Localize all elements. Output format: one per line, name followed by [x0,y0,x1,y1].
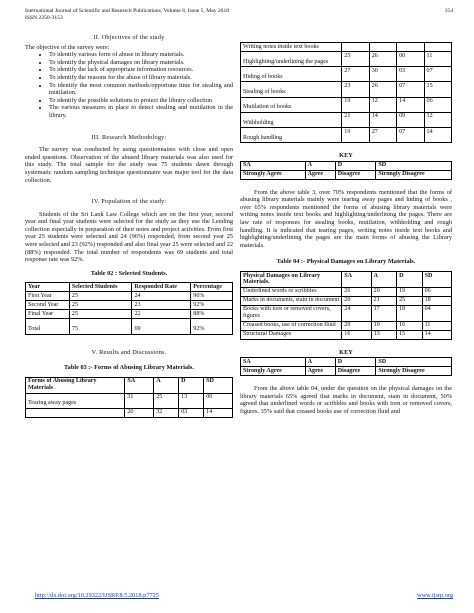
table-cell: 27 [369,127,396,142]
right-column [240,42,452,415]
table-header-cell: A [371,272,396,288]
table-cell: 12 [424,112,451,127]
table-row [241,305,452,321]
objective-item: • To identify the lack of appropriate information resources. [49,66,233,74]
table-cell: 15 [424,82,451,97]
issn: ISSN 2250-3153 [25,15,63,21]
methodology-text: The survey was conducted by using questionnaires with close and open ended questions. Observation of the abused library materials was also used for this study. The total sample for the study was 75 students dawn through systematic random sampling technique questionnaire was major tool for the data collection. [25,146,233,184]
table-header-cell: Year [26,283,70,292]
table-header-cell: Physical Damages on Library Materials. [241,272,342,288]
objective-item: • To identify the most common methods/opportune time for stealing and mutilation. [49,82,233,97]
key1-table [240,161,452,180]
discussion-paragraph-2: From the above table 04, under the question on the physical damages on the library materials 65% agreed that marks in document, stain in document, 50% agreed that underlined words or scribbles and books with torn or removed covers, figures. 35% said that creased books use of correction fluid and [240,385,452,415]
table-cell: 14 [204,408,233,417]
doi-link[interactable]: http://dx.doi.org/10.29322/IJSRP.8.5.2018.p7725 [35,592,159,599]
table-header-cell: SA [342,272,371,288]
table-row [26,319,233,334]
table-cell: Final Year [26,310,70,319]
table-row [241,43,452,52]
table-cell: 25 [69,292,132,301]
table-cell: 14 [422,330,451,339]
table-cell: 25 [69,301,132,310]
table-cell: 32 [154,408,179,417]
table-cell: Second Year [26,301,70,310]
table-cell: 27 [342,67,369,82]
table-row [241,287,452,296]
table-cell: 07 [424,67,451,82]
table-cell: Books with torn or removed covers, figures [241,305,342,321]
table-header-row [241,272,452,288]
objectives-list [25,51,233,119]
table-cell: 17 [371,305,396,321]
objective-item: • To identify the physical damages on library materials. [49,59,233,67]
table-cell: Agree [305,170,335,179]
table-header-cell: SD [376,161,452,170]
table-header-cell: SA [125,377,154,393]
table-cell: 11 [422,321,451,330]
table-row [241,82,452,97]
table-header-cell: Responded Rate [132,283,191,292]
table-cell: 20 [342,321,371,330]
table-cell: 12 [369,97,396,112]
table-header-row [26,283,233,292]
table-row [241,170,452,179]
table03-caption: Table 03 :- Forms of Abusing Library Materials. [64,364,194,372]
table-cell: 16 [342,330,371,339]
table-cell: Marks in documents, stain in document [241,296,342,305]
table-row [26,393,233,408]
page-number: 154 [444,8,453,14]
left-column [25,34,233,418]
site-link[interactable]: www.ijsrp.org [417,592,453,599]
key2-title: KEY [339,348,353,356]
table-cell: Stealing of books [241,82,342,97]
table-header-cell: A [305,358,335,367]
table-cell: Strongly Disagree [376,367,452,376]
table-cell: 26 [369,51,396,66]
table04 [240,271,452,340]
table-cell: 16 [397,321,422,330]
table-header-cell: D [335,358,376,367]
table-cell [369,43,396,52]
key2-table [240,357,452,376]
table-row [241,296,452,305]
table-cell: 11 [424,51,451,66]
table-cell: 25 [397,296,422,305]
table-cell: 13 [179,393,204,408]
table-header-cell: SA [241,161,306,170]
table-row [241,367,452,376]
table-header-cell: D [179,377,204,393]
table-cell: 19 [397,287,422,296]
table-cell: 88% [191,310,233,319]
table-row [241,112,452,127]
objective-item: • To identify the reasons for the abuse of library materials. [49,74,233,82]
table-cell: 07 [397,127,424,142]
table-header-row [241,161,452,170]
table-cell: 25 [154,393,179,408]
table-header-cell: D [397,272,422,288]
table-cell: Structural Damages [241,330,342,339]
table-cell: 20 [342,296,371,305]
table-cell: 03 [397,67,424,82]
population-text: Students of the Sri Lank Law College which are on the first year, second year and final year students were selected for the study as they use the Lending collection especially in preparation of their notes and project activities. From first year 25 students were selected and 24 (96%) responded, from second year 25 were selected and 23 (92%) responded and also final year 25 were selected and 22 (88%) responded. The total number of respondents was 69 students and total response rate was 92%. [25,210,233,264]
table-row [26,310,233,319]
table-header-cell: Percentage [191,283,233,292]
table-cell: Withholding [241,112,342,127]
table-cell [342,43,369,52]
table-cell: 30 [369,67,396,82]
objective-item: • To identify various form of abuse in library materials. [49,51,233,59]
table03-part2 [240,42,452,143]
table-header-cell: A [305,161,335,170]
table-cell: 19 [371,321,396,330]
results-heading: V. Results and Discussions. [91,348,167,356]
table-cell: 00 [397,51,424,66]
table-header-cell: Selected Students [69,283,132,292]
objectives-intro: The objective of the survey were: [25,43,110,51]
table-cell: Tearing away pages [26,393,125,408]
table-cell: Underlined words or scribbles [241,287,342,296]
table-cell: Agree [305,367,335,376]
table-cell: 04 [422,305,451,321]
table-row [241,321,452,330]
table03-part1 [25,377,233,418]
table-row [241,97,452,112]
page-header [25,8,453,22]
table-row [26,301,233,310]
table-row [241,51,452,66]
table-cell [397,43,424,52]
table-cell: 25 [342,51,369,66]
table-header-cell: SD [376,358,452,367]
table-cell: 20 [125,408,154,417]
table-cell: 24 [342,305,371,321]
table-cell: 14 [424,127,451,142]
table-cell: Mutilation of books [241,97,342,112]
table-cell: 92% [191,319,233,334]
table-cell: Disagree [335,367,376,376]
table-cell: 06 [424,97,451,112]
table-row [241,330,452,339]
table-cell: 31 [125,393,154,408]
table-cell: Hiding of books [241,67,342,82]
table-cell: 19 [342,97,369,112]
population-heading: IV. Population of the study: [91,198,167,206]
table-cell: 15 [397,330,422,339]
table-cell: Strongly Agree [241,367,306,376]
table-header-cell: SD [422,272,451,288]
objective-item: • The various measures in place to detect stealing and mutilation in the library. [49,104,233,119]
table-header-cell: A [154,377,179,393]
table-cell: 25 [69,310,132,319]
table-header-row [26,377,233,393]
table-cell: 69 [132,319,191,334]
table-cell: 07 [397,82,424,97]
table-cell [26,408,125,417]
table-cell: 21 [371,296,396,305]
methodology-heading: III. Research Methodology: [91,133,167,141]
table-header-cell: Forms of Abusing Library Materials [26,377,125,393]
table-cell: 00 [204,393,233,408]
table-cell: Disagree [335,170,376,179]
objectives-heading: II. Objectives of the study [93,34,165,41]
table-cell: Strongly Agree [241,170,306,179]
table-cell: 23 [132,301,191,310]
table-cell: 92% [191,301,233,310]
objective-item: • To identify the possible solutions to protect the library collection [49,97,233,105]
table-cell: 03 [179,408,204,417]
table-cell: 26 [369,82,396,97]
table-cell: 24 [132,292,191,301]
table-cell: 13 [371,330,396,339]
journal-title: International Journal of Scientific and Research Publications, Volume 8, Issue 5, May 2018 [25,8,230,14]
key1-title: KEY [339,152,353,160]
table-cell: Highlighting/underlining the pages [241,51,342,66]
table-cell: 18 [397,305,422,321]
table-cell: 22 [132,310,191,319]
table02-caption: Table 02 : Selected Students. [90,269,168,277]
table-cell: Strongly Disagree [376,170,452,179]
table-row [241,127,452,142]
table-cell: Rough handling [241,127,342,142]
table-cell: 06 [422,287,451,296]
table-header-row [241,358,452,367]
table-cell: 21 [342,112,369,127]
table-cell: Creased books, use of correction fluid [241,321,342,330]
table-cell: First Year [26,292,70,301]
table02 [25,282,233,334]
table-cell: Total [26,319,70,334]
table-cell: 96% [191,292,233,301]
table-row [241,67,452,82]
table-row [26,408,233,417]
table-row [26,292,233,301]
table-cell: 20 [371,287,396,296]
table-cell [424,43,451,52]
table-cell: Writing notes inside text books [241,43,342,52]
table-header-cell: SA [241,358,306,367]
table-cell: 23 [342,82,369,97]
table-cell: 26 [342,287,371,296]
table-cell: 14 [369,112,396,127]
table-cell: 19 [342,127,369,142]
table-cell: 75 [69,319,132,334]
discussion-paragraph-1: From the above table 3, over 70% respondents mentioned that the forms of abusing library materials mainly were tearing away pages and hiding of books , over 65% respondents mentioned the forms of abusing library materials were writing notes inside text books and highlighting/underlining the pages. There are law rate of responses for stealing books, mutilation, withholding and rough handling. It is indicated that tearing pages, writing notes inside text books and highlighting/underlining the pages are the main forms of abusing the Library materials. [240,188,452,249]
table-cell: 18 [422,296,451,305]
table-header-cell: SD [204,377,233,393]
table-cell: 14 [397,97,424,112]
table-header-cell: D [335,161,376,170]
table04-caption: Table 04 :- Physical Damages on Library Materials. [276,258,416,266]
table-cell: 09 [397,112,424,127]
